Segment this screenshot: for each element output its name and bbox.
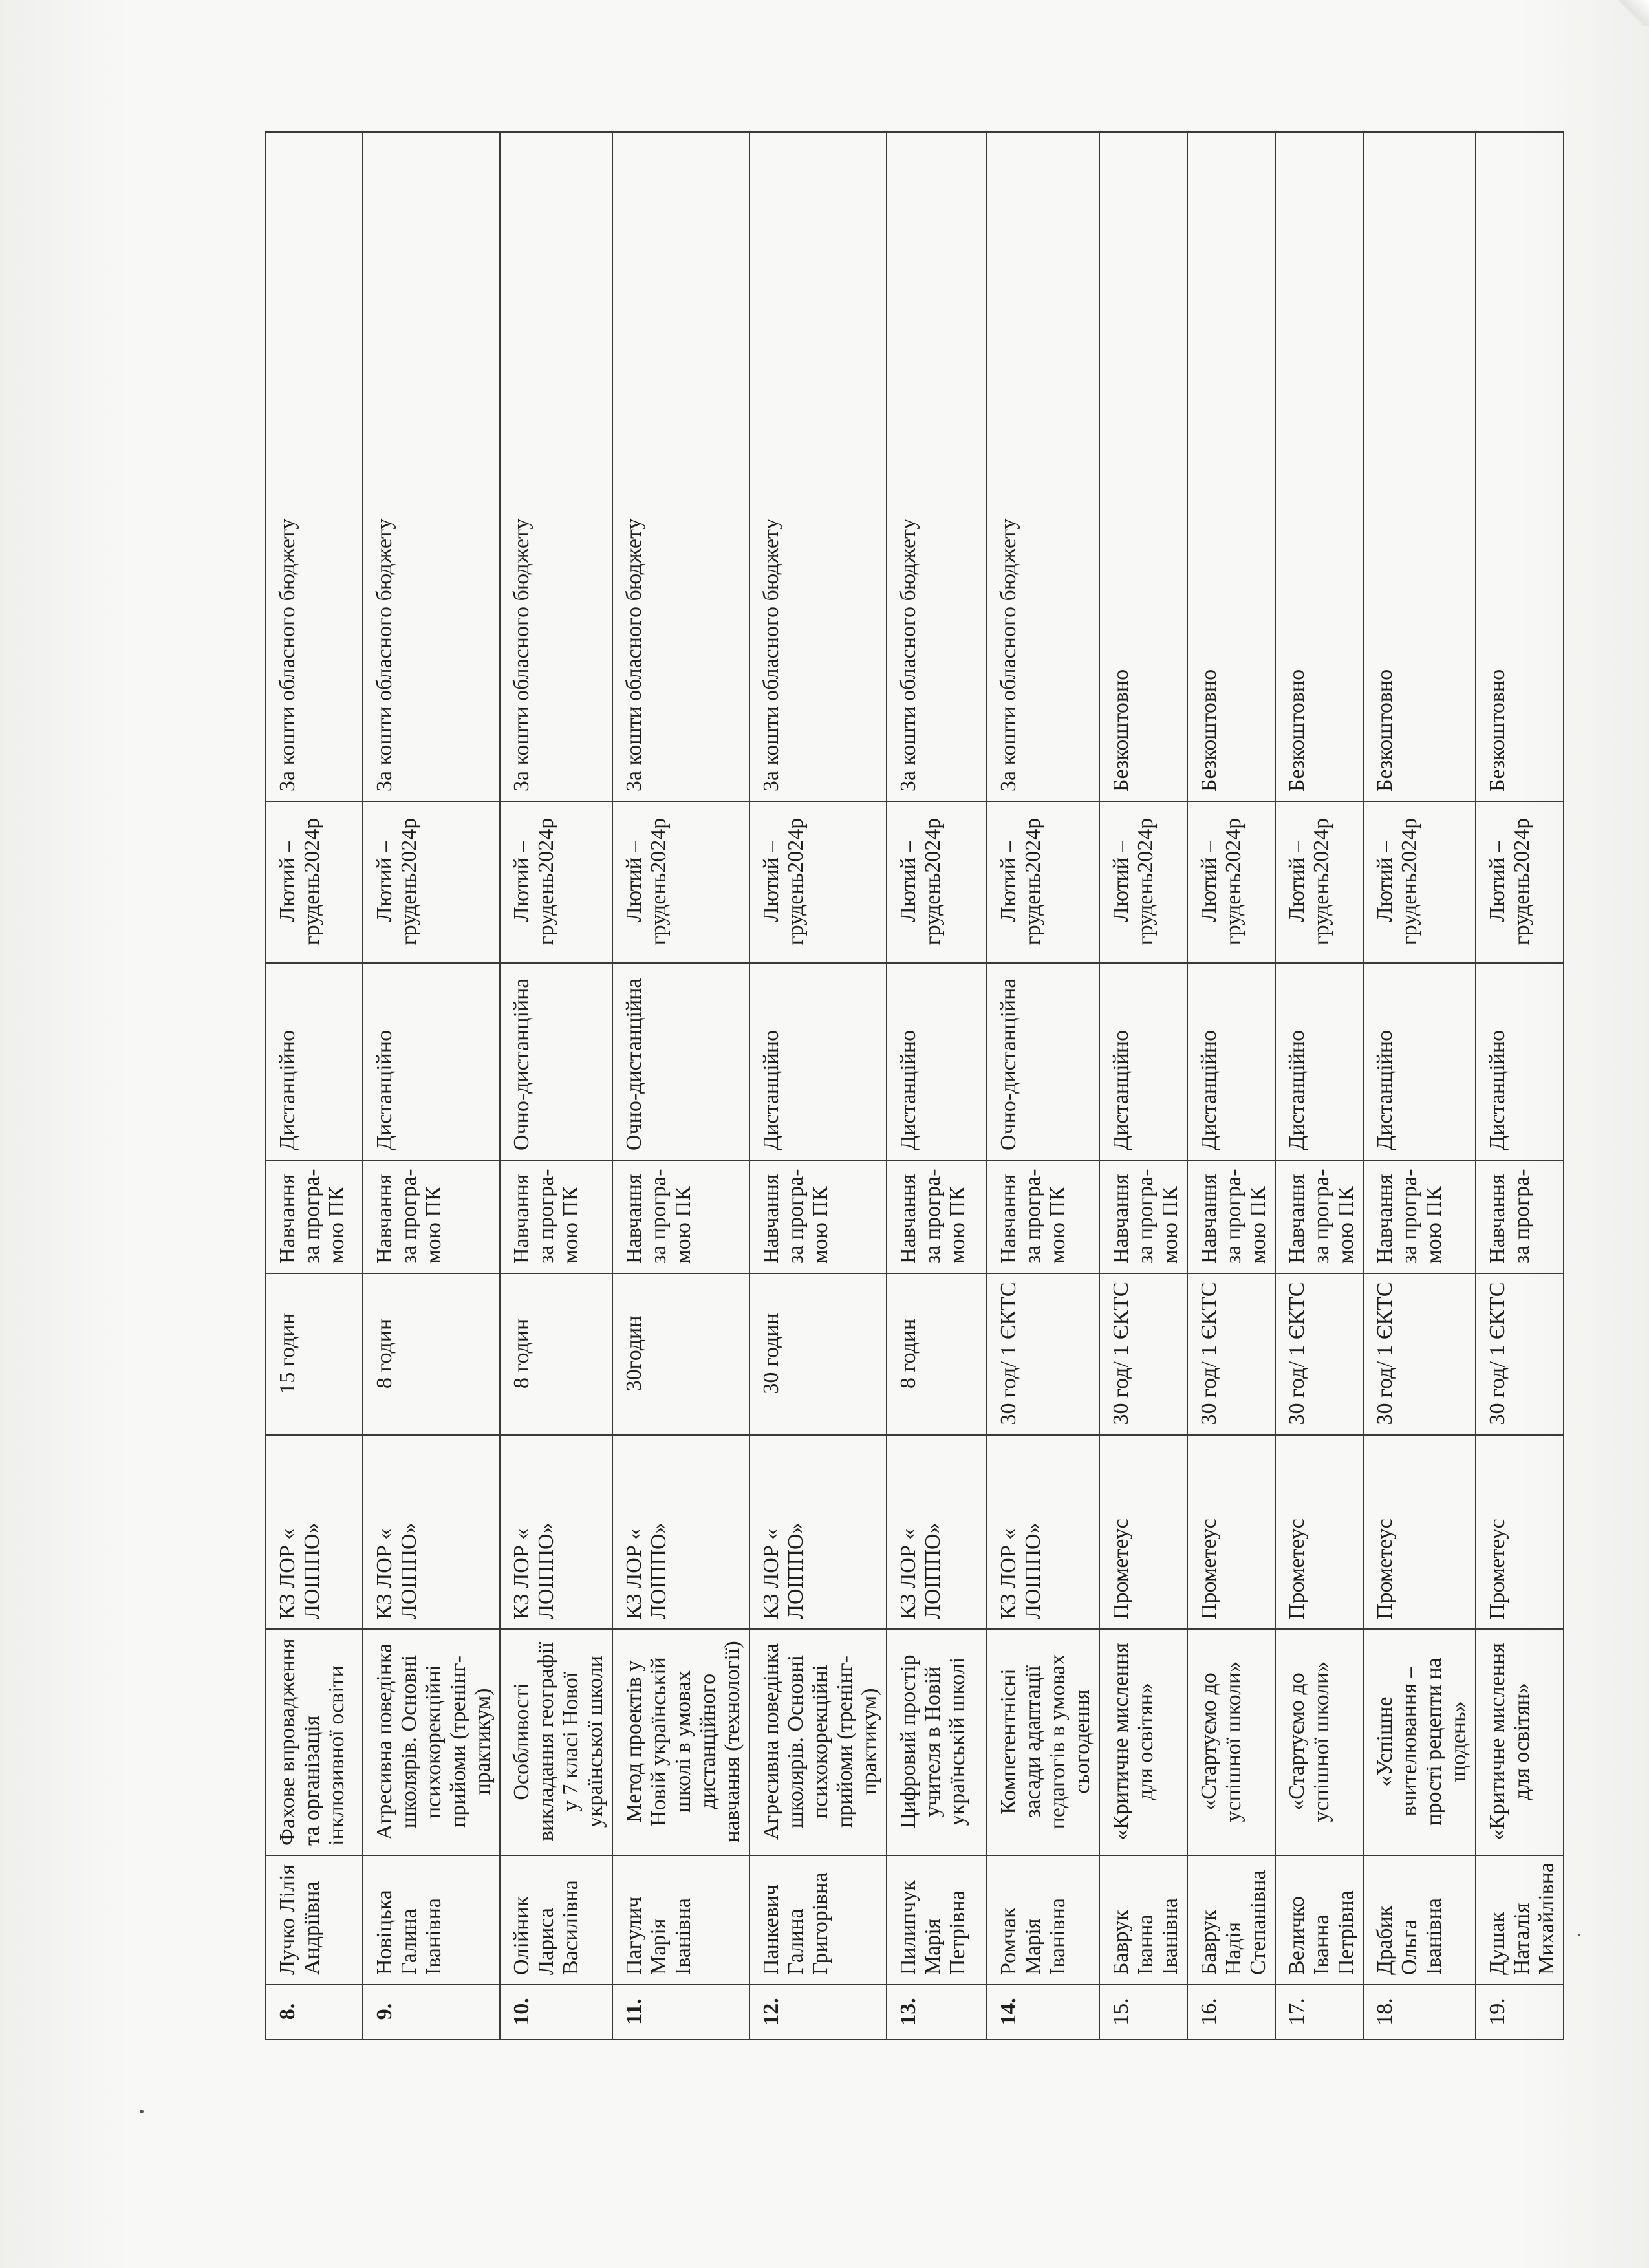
table-row (887, 132, 987, 2040)
training-term-cell: Лютий – грудень2024р (1275, 801, 1363, 963)
rotated-table-container (265, 197, 1558, 2040)
teacher-name-cell: Баврук Надія Степанівна (1187, 1855, 1275, 1985)
teacher-name-cell: Лучко Лілія Андріївна (266, 1855, 363, 1985)
training-term-cell: Лютий – грудень2024р (1363, 801, 1476, 963)
training-form-cell: Дистанційно (1476, 963, 1564, 1160)
funding-source-cell: За кошти обласного бюджету (612, 132, 749, 801)
course-hours-cell: 30 год/ 1 ЄКТС (1476, 1273, 1564, 1435)
training-form-cell: Очно-дистанційна (987, 963, 1099, 1160)
training-form-cell: Дистанційно (1275, 963, 1363, 1160)
row-number-cell: 12. (749, 1985, 887, 2040)
row-number-cell: 8. (266, 1985, 363, 2040)
course-hours-cell: 30годин (612, 1273, 749, 1435)
training-type-cell: Навчання за програ-мою ПК (749, 1160, 887, 1273)
organizer-cell: КЗ ЛОР « ЛОІППО» (987, 1435, 1099, 1629)
course-topic-cell: Фахове впровадження та організація інклюзивної освіти (266, 1629, 363, 1855)
table-row (987, 132, 1099, 2040)
organizer-cell: Прометеус (1476, 1435, 1564, 1629)
training-term-cell: Лютий – грудень2024р (612, 801, 749, 963)
organizer-cell: Прометеус (1363, 1435, 1476, 1629)
funding-source-cell: Безкоштовно (1363, 132, 1476, 801)
funding-source-cell: За кошти обласного бюджету (363, 132, 500, 801)
training-form-cell: Дистанційно (363, 963, 500, 1160)
organizer-cell: Прометеус (1275, 1435, 1363, 1629)
training-term-cell: Лютий – грудень2024р (1476, 801, 1564, 963)
table-row (500, 132, 612, 2040)
row-number-cell: 15. (1099, 1985, 1187, 2040)
training-form-cell: Очно-дистанційна (612, 963, 749, 1160)
course-hours-cell: 30 год/ 1 ЄКТС (1187, 1273, 1275, 1435)
course-hours-cell: 30 годин (749, 1273, 887, 1435)
training-term-cell: Лютий – грудень2024р (887, 801, 987, 963)
course-topic-cell: Агресивна поведінка школярів. Основні психокорекційні прийоми (тренінг-практикум) (363, 1629, 500, 1855)
table-row (266, 132, 363, 2040)
course-topic-cell: Компетентнісні засади адаптації педагогів в умовах сьогодення (987, 1629, 1099, 1855)
course-hours-cell: 30 год/ 1 ЄКТС (987, 1273, 1099, 1435)
course-hours-cell: 30 год/ 1 ЄКТС (1363, 1273, 1476, 1435)
teacher-name-cell: Баврук Іванна Іванівна (1099, 1855, 1187, 1985)
table-row (363, 132, 500, 2040)
teacher-name-cell: Ромчак Марія Іванівна (987, 1855, 1099, 1985)
training-type-cell: Навчання за програ-мою ПК (500, 1160, 612, 1273)
training-form-cell: Дистанційно (749, 963, 887, 1160)
training-term-cell: Лютий – грудень2024р (1187, 801, 1275, 963)
page-corner-curl (1610, 0, 1649, 26)
course-topic-cell: Особливості викладання географії у 7 класі Нової української школи (500, 1629, 612, 1855)
organizer-cell: Прометеус (1099, 1435, 1187, 1629)
table-row (749, 132, 887, 2040)
training-form-cell: Дистанційно (266, 963, 363, 1160)
table-row (1275, 132, 1363, 2040)
teacher-name-cell: Панкевич Галина Григорівна (749, 1855, 887, 1985)
teacher-name-cell: Пилипчук Марія Петрівна (887, 1855, 987, 1985)
organizer-cell: КЗ ЛОР « ЛОІППО» (749, 1435, 887, 1629)
row-number-cell: 13. (887, 1985, 987, 2040)
organizer-cell: КЗ ЛОР « ЛОІППО» (612, 1435, 749, 1629)
training-term-cell: Лютий – грудень2024р (749, 801, 887, 963)
organizer-cell: КЗ ЛОР « ЛОІППО» (266, 1435, 363, 1629)
training-type-cell: Навчання за програ-мою ПК (987, 1160, 1099, 1273)
funding-source-cell: За кошти обласного бюджету (500, 132, 612, 801)
course-topic-cell: «Стартуємо до успішної школи» (1187, 1629, 1275, 1855)
training-term-cell: Лютий – грудень2024р (363, 801, 500, 963)
training-term-cell: Лютий – грудень2024р (1099, 801, 1187, 963)
teacher-name-cell: Олійник Лариса Василівна (500, 1855, 612, 1985)
training-type-cell: Навчання за програ-мою ПК (612, 1160, 749, 1273)
training-type-cell: Навчання за програ-мою ПК (266, 1160, 363, 1273)
training-type-cell: Навчання за програ-мою ПК (1099, 1160, 1187, 1273)
teacher-name-cell: Драбик Ольга Іванівна (1363, 1855, 1476, 1985)
course-hours-cell: 30 год/ 1 ЄКТС (1275, 1273, 1363, 1435)
teacher-name-cell: Пагулич Марія Іванівна (612, 1855, 749, 1985)
teacher-name-cell: Величко Іванна Петрівна (1275, 1855, 1363, 1985)
scan-speck (140, 2110, 144, 2113)
course-hours-cell: 30 год/ 1 ЄКТС (1099, 1273, 1187, 1435)
training-type-cell: Навчання за програ-мою ПК (1187, 1160, 1275, 1273)
funding-source-cell: Безкоштовно (1099, 132, 1187, 801)
course-topic-cell: Метод проектів у Новій українській школі в умовах дистанційного навчання (технології) (612, 1629, 749, 1855)
training-form-cell: Дистанційно (887, 963, 987, 1160)
training-term-cell: Лютий – грудень2024р (500, 801, 612, 963)
funding-source-cell: Безкоштовно (1476, 132, 1564, 801)
organizer-cell: КЗ ЛОР « ЛОІППО» (887, 1435, 987, 1629)
table-row (1476, 132, 1564, 2040)
row-number-cell: 17. (1275, 1985, 1363, 2040)
training-type-cell: Навчання за програ-мою ПК (1275, 1160, 1363, 1273)
training-type-cell: Навчання за програ-мою ПК (363, 1160, 500, 1273)
organizer-cell: Прометеус (1187, 1435, 1275, 1629)
table-row (1187, 132, 1275, 2040)
training-form-cell: Дистанційно (1099, 963, 1187, 1160)
course-topic-cell: «Успішне вчителювання – прості рецепти на щодень» (1363, 1629, 1476, 1855)
scan-speck (1578, 1934, 1580, 1936)
row-number-cell: 18. (1363, 1985, 1476, 2040)
funding-source-cell: За кошти обласного бюджету (749, 132, 887, 801)
training-type-cell: Навчання за програ-мою ПК (887, 1160, 987, 1273)
course-topic-cell: Агресивна поведінка школярів. Основні психокорекційні прийоми (тренінг-практикум) (749, 1629, 887, 1855)
table-row (612, 132, 749, 2040)
funding-source-cell: Безкоштовно (1275, 132, 1363, 801)
organizer-cell: КЗ ЛОР « ЛОІППО» (363, 1435, 500, 1629)
organizer-cell: КЗ ЛОР « ЛОІППО» (500, 1435, 612, 1629)
course-hours-cell: 15 годин (266, 1273, 363, 1435)
course-topic-cell: «Критичне мислення для освітян» (1099, 1629, 1187, 1855)
table-body (266, 132, 1564, 2040)
row-number-cell: 10. (500, 1985, 612, 2040)
course-topic-cell: «Стартуємо до успішної школи» (1275, 1629, 1363, 1855)
row-number-cell: 9. (363, 1985, 500, 2040)
funding-source-cell: За кошти обласного бюджету (887, 132, 987, 801)
course-topic-cell: «Критичне мислення для освітян» (1476, 1629, 1564, 1855)
table-row (1363, 132, 1476, 2040)
training-type-cell: Навчання за програ- (1476, 1160, 1564, 1273)
course-hours-cell: 8 годин (363, 1273, 500, 1435)
training-term-cell: Лютий – грудень2024р (266, 801, 363, 963)
row-number-cell: 14. (987, 1985, 1099, 2040)
training-term-cell: Лютий – грудень2024р (987, 801, 1099, 963)
training-form-cell: Дистанційно (1187, 963, 1275, 1160)
row-number-cell: 16. (1187, 1985, 1275, 2040)
training-form-cell: Дистанційно (1363, 963, 1476, 1160)
funding-source-cell: За кошти обласного бюджету (266, 132, 363, 801)
teacher-name-cell: Душак Наталія Михайлівна (1476, 1855, 1564, 1985)
course-hours-cell: 8 годин (887, 1273, 987, 1435)
training-form-cell: Очно-дистанційна (500, 963, 612, 1160)
training-register-table (265, 131, 1564, 2040)
row-number-cell: 11. (612, 1985, 749, 2040)
table-row (1099, 132, 1187, 2040)
training-type-cell: Навчання за програ-мою ПК (1363, 1160, 1476, 1273)
course-topic-cell: Цифровий простір учителя в Новій українській школі (887, 1629, 987, 1855)
row-number-cell: 19. (1476, 1985, 1564, 2040)
course-hours-cell: 8 годин (500, 1273, 612, 1435)
funding-source-cell: Безкоштовно (1187, 132, 1275, 801)
teacher-name-cell: Новіцька Галина Іванівна (363, 1855, 500, 1985)
funding-source-cell: За кошти обласного бюджету (987, 132, 1099, 801)
